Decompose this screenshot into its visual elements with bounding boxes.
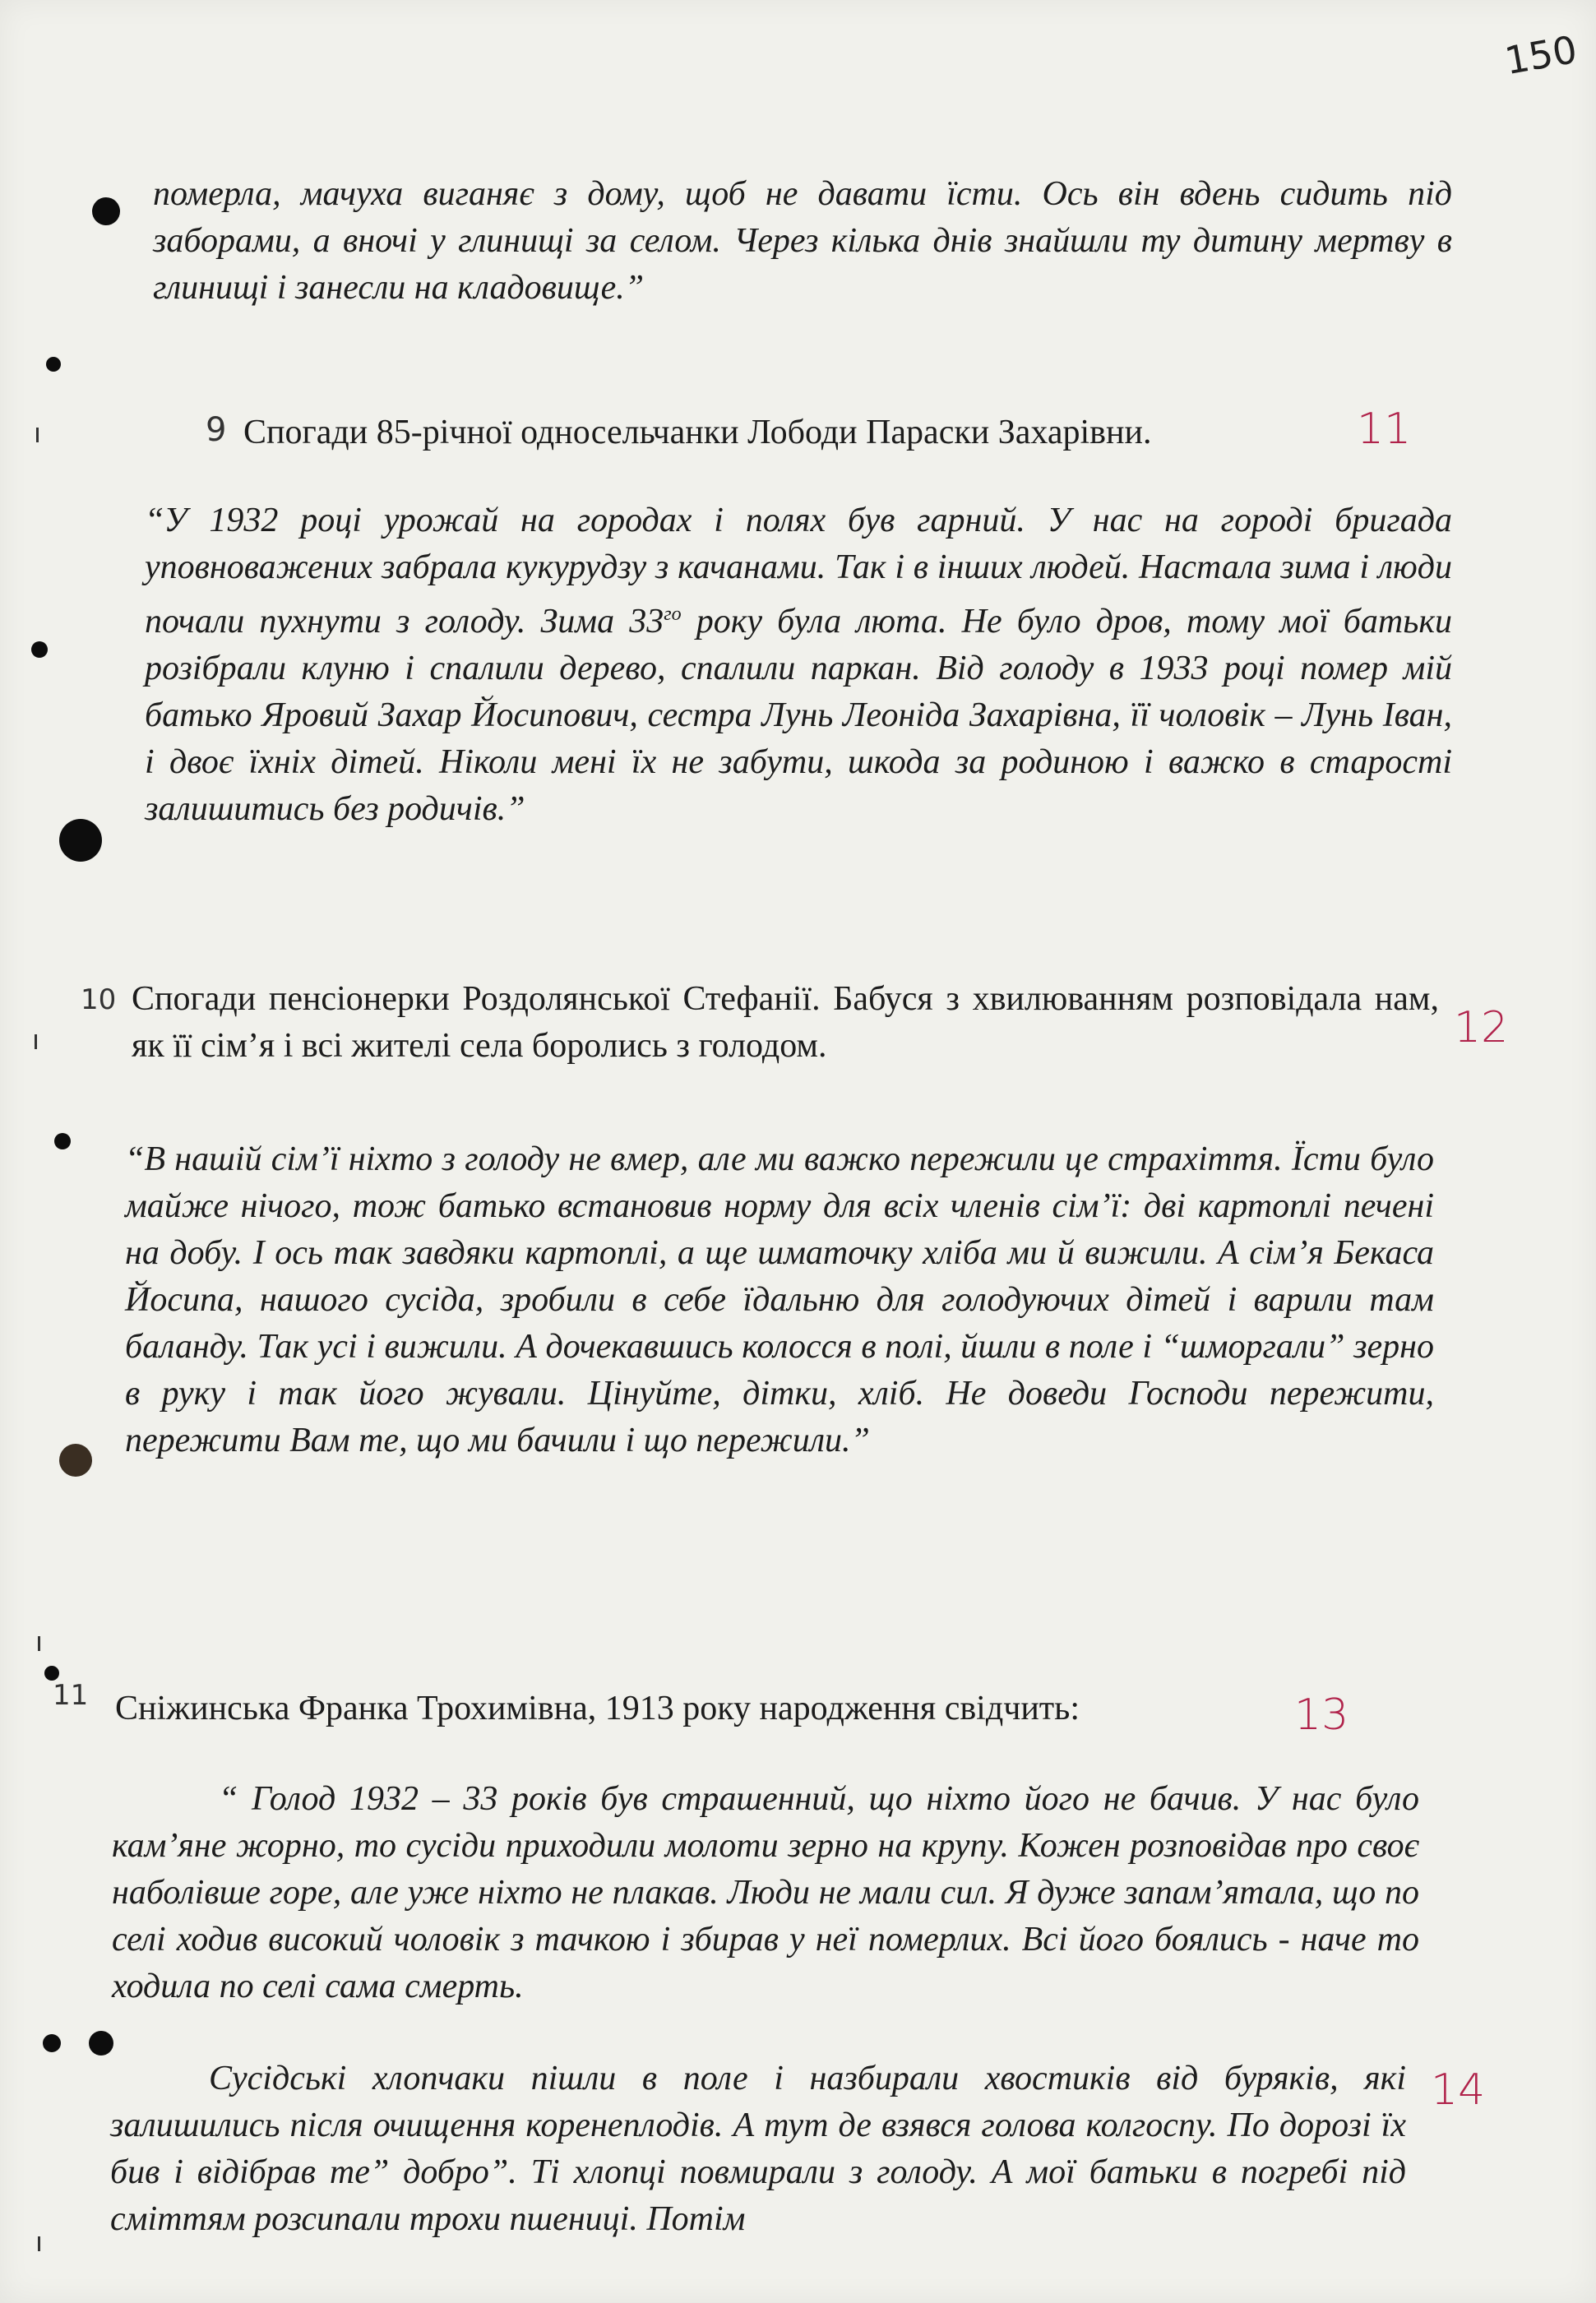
red-annotation-12: 12 bbox=[1454, 1003, 1509, 1052]
heading-rozdolianska: Спогади пенсіонерки Роздолянської Стефанії. Бабуся з хвилюванням розповідала нам, як її сім’я і всі жителі села боролись з голодом. bbox=[132, 980, 1439, 1065]
paragraph-loboda bbox=[145, 497, 1452, 833]
punch-hole bbox=[59, 1444, 92, 1477]
margin-number-11: 11 bbox=[53, 1679, 89, 1712]
heading-loboda: Спогади 85-річної односельчанки Лободи Параски Захарівни. bbox=[243, 414, 1152, 451]
margin-tick bbox=[35, 1034, 37, 1049]
paragraph-1: померла, мачуха виганяє з дому, щоб не давати їсти. Ось він вдень сидить під заборами, а вночі у глинищі за селом. Через кілька днів знайшли ту дитину мертву в глинищі і занесли на кладовище.” bbox=[153, 175, 1452, 307]
paragraph-rozdolianska: “В нашій сім’ї ніхто з голоду не вмер, але ми важко пережили це страхіття. Їсти було майже нічого, тож батько встановив норму для всіх членів сім’ї: дві картоплі печені на добу. І ось так завдяки картоплі, а ще шматочку хліба ми й вижили. А сім’я Бекаса Йосипа, нашого сусіда, зробили в себе їдальню для голодуючих дітей і варили там баланду. Так усі і вижили. А дочекавшись колосся в полі, йшли в поле і “шморгали” зерно в руку і так його жували. Цінуйте, дітки, хліб. Не доведи Господи пережити, пережити Вам те, що ми бачили і що пережили.” bbox=[125, 1140, 1434, 1459]
punch-hole bbox=[31, 641, 48, 658]
punch-hole bbox=[46, 357, 61, 372]
punch-hole bbox=[92, 197, 120, 225]
punch-hole bbox=[43, 2034, 61, 2052]
margin-tick bbox=[36, 428, 39, 442]
punch-hole bbox=[54, 1133, 71, 1149]
heading-snizhynska: Сніжинська Франка Трохимівна, 1913 року народження свідчить: bbox=[115, 1690, 1080, 1727]
red-annotation-11: 11 bbox=[1357, 405, 1412, 454]
paragraph-loboda-rest: року була люта. Не було дров, тому мої батьки розібрали клуню і спалили дерево, спалили паркан. Від голоду в 1933 році помер мій батько Яровий Захар Йосипович, сестра Лунь Леоніда Захарівна, її чоловік – Лунь Іван, і двоє їхніх дітей. Ніколи мені їх не забути, шкода за родиною і важко в старості залишитись без родичів.” bbox=[145, 603, 1452, 828]
margin-tick bbox=[38, 1636, 40, 1651]
paragraph-snizhynska: “ Голод 1932 – 33 років був страшенний, що ніхто його не бачив. У нас було кам’яне жорно, то сусіди приходили молоти зерно на крупу. Кожен розповідав про своє наболівше горе, але уже ніхто не плакав. Люди не мали сил. Я дуже запам’ятала, що по селі ходив високий чоловік з тачкою і збирав у неї померлих. Всі його боялись - наче то ходила по селі сама смерть. bbox=[112, 1780, 1419, 2005]
red-annotation-13: 13 bbox=[1294, 1690, 1349, 1740]
margin-tick bbox=[38, 2236, 40, 2251]
margin-number-10: 10 bbox=[81, 983, 117, 1016]
punch-hole bbox=[59, 819, 102, 862]
superscript-go: го bbox=[664, 603, 682, 625]
handwritten-page-number: 150 bbox=[1501, 26, 1580, 84]
punch-hole bbox=[89, 2031, 113, 2056]
red-annotation-14: 14 bbox=[1431, 2065, 1486, 2115]
margin-number-9: 9 bbox=[206, 411, 227, 449]
paragraph-loboda-start: “У 1932 році урожай на городах і полях був гарний. У нас на городі бригада уповноважених забрала кукурудзу з качанами. Так і в інших людей. Настала зима і люди почали пухнути з голоду. Зима 33 bbox=[145, 502, 1452, 640]
paragraph-snizhynska-continued: Сусідські хлопчаки пішли в поле і назбирали хвостиків від буряків, які залишились після очищення коренеплодів. А тут де взявся голова колгоспу. По дорозі їх бив і відібрав те” добро”. Ті хлопці повмирали з голоду. А мої батьки в погребі під сміттям розсипали трохи пшениці. Потім bbox=[110, 2060, 1406, 2238]
